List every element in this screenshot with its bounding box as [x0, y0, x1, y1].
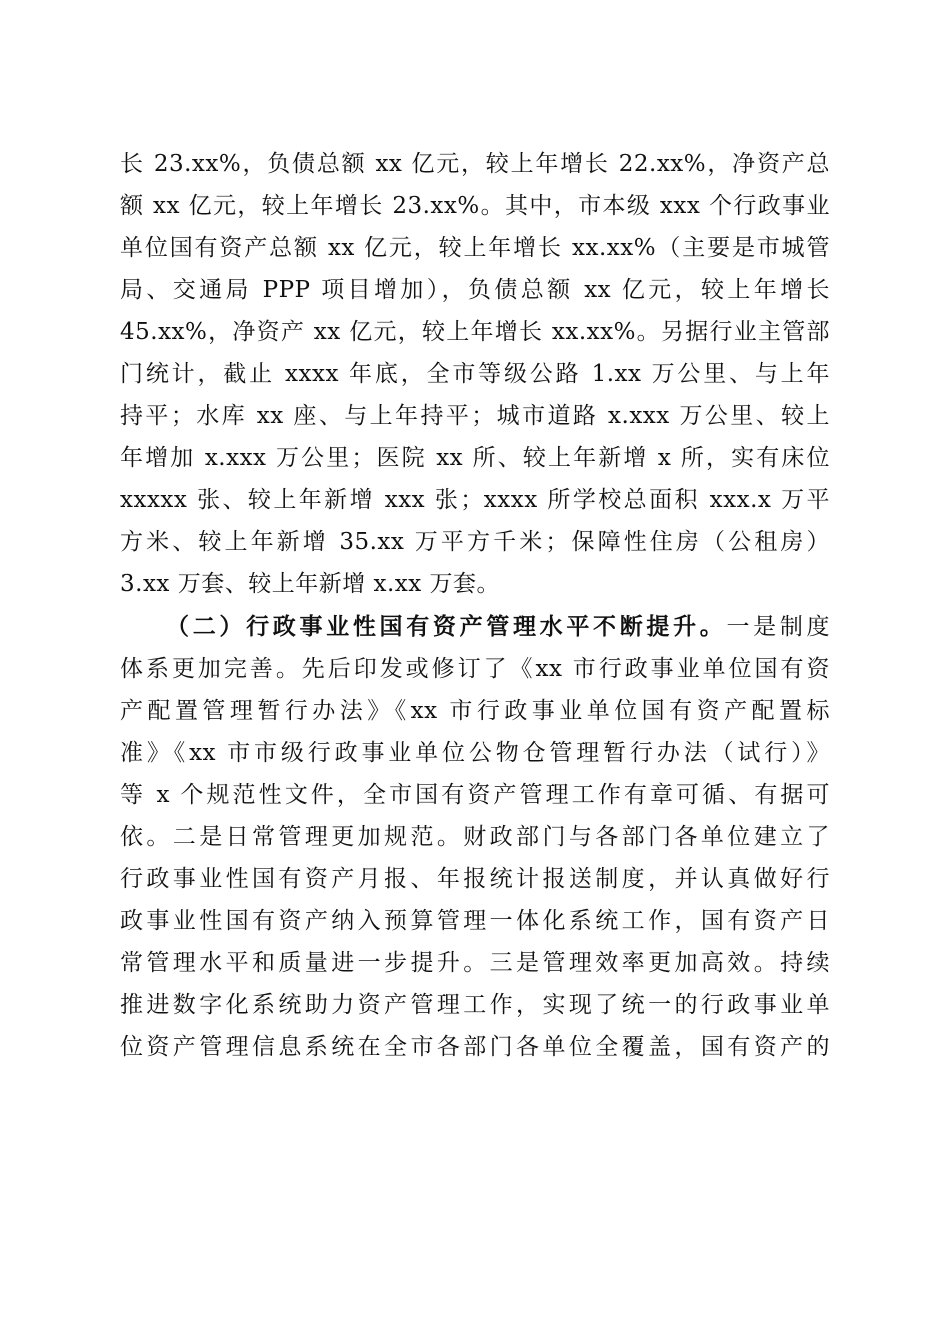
- text-line: 3.xx 万套、较上年新增 x.xx 万套。: [120, 571, 501, 597]
- section-heading: （二）行政事业性国有资产管理水平不断提升。: [166, 613, 727, 640]
- paragraph-asset-statistics: [120, 143, 830, 605]
- text-line: 局、交通局 PPP 项目增加），负债总额 xx 亿元，较上年增长: [120, 277, 830, 303]
- text-line: xxxxx 张、较上年新增 xxx 张；xxxx 所学校总面积 xxx.x 万平: [120, 487, 830, 513]
- text-line: 体系更加完善。先后印发或修订了《xx 市行政事业单位国有资: [120, 656, 830, 682]
- text-line: 额 xx 亿元，较上年增长 23.xx%。其中，市本级 xxx 个行政事业: [120, 193, 830, 219]
- text-line: 持平；水库 xx 座、与上年持平；城市道路 x.xxx 万公里、较上: [120, 403, 830, 429]
- paragraph-management-level: [120, 606, 830, 1068]
- text-line: 方米、较上年新增 35.xx 万平方千米；保障性住房（公租房）: [120, 529, 830, 555]
- text-line: 准》《xx 市市级行政事业单位公物仓管理暂行办法（试行）》: [120, 740, 830, 766]
- text-line: 推进数字化系统助力资产管理工作，实现了统一的行政事业单: [120, 992, 830, 1018]
- text-line: 等 x 个规范性文件，全市国有资产管理工作有章可循、有据可: [120, 782, 830, 808]
- text-line: 行政事业性国有资产月报、年报统计报送制度，并认真做好行: [120, 866, 830, 892]
- text-line: 政事业性国有资产纳入预算管理一体化系统工作，国有资产日: [120, 908, 830, 934]
- text-line: 年增加 x.xxx 万公里；医院 xx 所、较上年新增 x 所，实有床位: [120, 445, 830, 471]
- text-line: 位资产管理信息系统在全市各部门各单位全覆盖，国有资产的: [120, 1034, 830, 1060]
- text-line: 门统计，截止 xxxx 年底，全市等级公路 1.xx 万公里、与上年: [120, 361, 830, 387]
- text-line: 45.xx%，净资产 xx 亿元，较上年增长 xx.xx%。另据行业主管部: [120, 319, 830, 345]
- text-line: 常管理水平和质量进一步提升。三是管理效率更加高效。持续: [120, 950, 830, 976]
- text-line: 长 23.xx%，负债总额 xx 亿元，较上年增长 22.xx%，净资产总: [120, 151, 830, 177]
- text-line: 单位国有资产总额 xx 亿元，较上年增长 xx.xx%（主要是市城管: [120, 235, 830, 261]
- text-fragment: 一是制度: [726, 614, 830, 640]
- text-line: 依。二是日常管理更加规范。财政部门与各部门各单位建立了: [120, 824, 830, 850]
- paragraph-first-line: [120, 606, 830, 648]
- text-line: 产配置管理暂行办法》《xx 市行政事业单位国有资产配置标: [120, 698, 830, 724]
